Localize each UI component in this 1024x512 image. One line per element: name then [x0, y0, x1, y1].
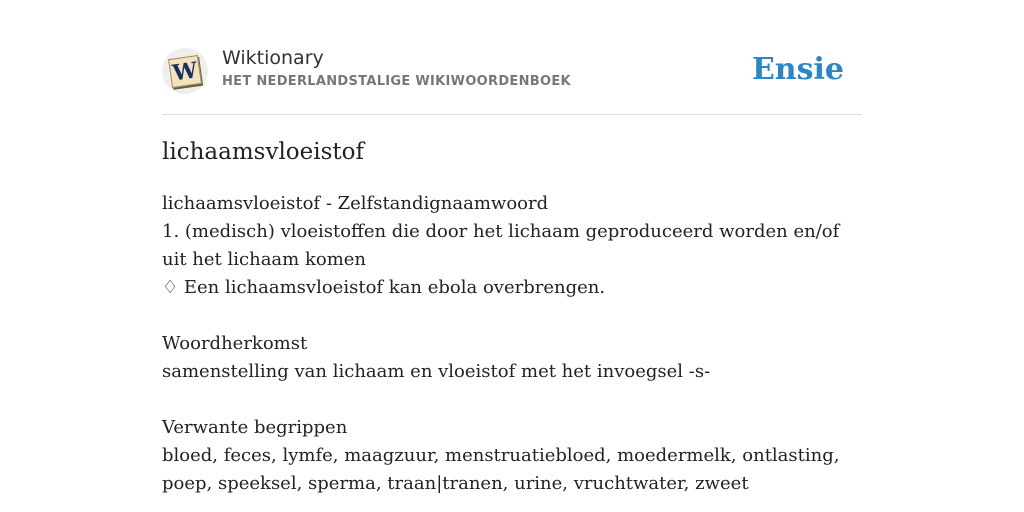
logo-tile — [168, 55, 202, 88]
wiktionary-logo-icon[interactable] — [162, 48, 208, 94]
entry-heading-line: lichaamsvloeistof - Zelfstandignaamwoord — [162, 193, 549, 214]
definition-text: 1. (medisch) vloeistoffen die door het lichaam geproduceerd worden en/of uit het lichaam komen — [162, 221, 840, 270]
etymology-text: samenstelling van lichaam en vloeistof met het invoegsel -s- — [162, 361, 711, 382]
logo-letter: W — [171, 57, 200, 87]
site-subtitle: HET NEDERLANDSTALIGE WIKIWOORDENBOEK — [222, 74, 571, 89]
spacer — [162, 386, 862, 414]
spacer — [162, 302, 862, 330]
page-title: lichaamsvloeistof — [162, 139, 365, 165]
site-title[interactable]: Wiktionary — [222, 47, 324, 69]
ensie-link[interactable]: Ensie — [751, 52, 844, 87]
related-terms-text: bloed, feces, lymfe, maagzuur, menstruatiebloed, moedermelk, ontlasting, poep, speeksel, sperma, traan|tranen, urine, vruchtwater, zweet — [162, 445, 840, 494]
etymology-heading: Woordherkomst — [162, 333, 308, 354]
related-heading: Verwante begrippen — [162, 417, 348, 438]
site-header — [162, 44, 862, 115]
example-text: ♢ Een lichaamsvloeistof kan ebola overbrengen. — [162, 277, 606, 298]
entry-content — [162, 190, 862, 498]
